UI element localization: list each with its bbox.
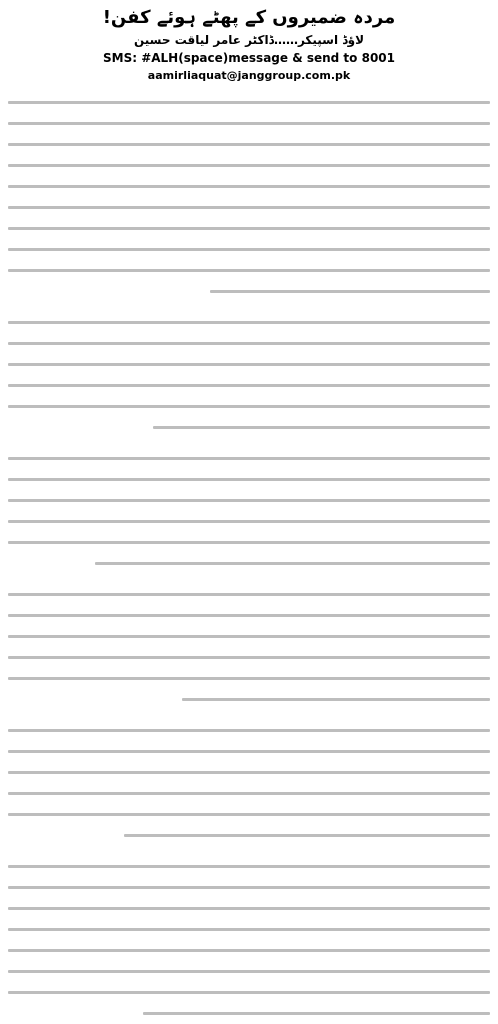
text-placeholder [210, 290, 490, 293]
column-byline: لاؤڈ اسپیکر……ڈاکٹر عامر لیاقت حسین [133, 33, 365, 47]
text-placeholder [8, 886, 490, 889]
text-placeholder [8, 227, 490, 230]
body-text-line [8, 741, 490, 762]
text-placeholder [8, 991, 490, 994]
text-placeholder [8, 541, 490, 544]
text-placeholder [8, 164, 490, 167]
text-placeholder [8, 478, 490, 481]
body-text-line [8, 92, 490, 113]
text-placeholder [8, 384, 490, 387]
body-text-line [8, 260, 490, 281]
body-text-line [8, 940, 490, 961]
text-placeholder [8, 949, 490, 952]
body-text-line [8, 647, 490, 668]
body-text-line [8, 239, 490, 260]
body-text-line [8, 176, 490, 197]
text-placeholder [8, 185, 490, 188]
text-placeholder [8, 729, 490, 732]
body-text-line [8, 919, 490, 940]
body-text-line [8, 877, 490, 898]
body-text-line [8, 982, 490, 1003]
body-text-line [8, 804, 490, 825]
text-placeholder [8, 269, 490, 272]
body-text-line [8, 783, 490, 804]
text-placeholder [153, 426, 490, 429]
body-text-line [8, 469, 490, 490]
text-placeholder [8, 499, 490, 502]
article-body [8, 92, 490, 1024]
body-text-line [8, 668, 490, 689]
paragraph-gap [8, 574, 490, 584]
article-headline: مردہ ضمیروں کے پھٹے ہوئے کفن! [102, 7, 396, 28]
body-text-line [8, 333, 490, 354]
text-placeholder [182, 698, 490, 701]
body-text-line [8, 720, 490, 741]
text-placeholder [8, 907, 490, 910]
author-email: aamirliaquat@janggroup.com.pk [147, 69, 351, 82]
body-text-line [8, 825, 490, 846]
body-text-line [8, 396, 490, 417]
text-placeholder [8, 813, 490, 816]
text-placeholder [95, 562, 490, 565]
paragraph-gap [8, 438, 490, 448]
body-text-line [8, 375, 490, 396]
body-text-line [8, 605, 490, 626]
body-text-line [8, 113, 490, 134]
text-placeholder [8, 405, 490, 408]
text-placeholder [8, 656, 490, 659]
body-text-line [8, 197, 490, 218]
text-placeholder [8, 865, 490, 868]
text-placeholder [8, 614, 490, 617]
body-text-line [8, 626, 490, 647]
text-placeholder [143, 1012, 490, 1015]
body-text-line [8, 281, 490, 302]
body-text-line [8, 417, 490, 438]
body-text-line [8, 312, 490, 333]
paragraph-gap [8, 846, 490, 856]
sms-instruction: SMS: #ALH(space)message & send to 8001 [102, 51, 395, 65]
text-placeholder [8, 928, 490, 931]
text-placeholder [8, 342, 490, 345]
body-text-line [8, 218, 490, 239]
text-placeholder [8, 363, 490, 366]
text-placeholder [8, 101, 490, 104]
text-placeholder [8, 970, 490, 973]
text-placeholder [8, 457, 490, 460]
body-text-line [8, 490, 490, 511]
body-text-line [8, 553, 490, 574]
text-placeholder [8, 593, 490, 596]
body-text-line [8, 1003, 490, 1024]
body-text-line [8, 898, 490, 919]
text-placeholder [8, 248, 490, 251]
text-placeholder [8, 635, 490, 638]
body-text-line [8, 961, 490, 982]
body-text-line [8, 856, 490, 877]
body-text-line [8, 762, 490, 783]
paragraph-gap [8, 302, 490, 312]
text-placeholder [8, 792, 490, 795]
text-placeholder [124, 834, 490, 837]
text-placeholder [8, 750, 490, 753]
body-text-line [8, 155, 490, 176]
text-placeholder [8, 771, 490, 774]
text-placeholder [8, 143, 490, 146]
body-text-line [8, 511, 490, 532]
body-text-line [8, 134, 490, 155]
text-placeholder [8, 520, 490, 523]
body-text-line [8, 448, 490, 469]
body-text-line [8, 584, 490, 605]
text-placeholder [8, 321, 490, 324]
text-placeholder [8, 677, 490, 680]
text-placeholder [8, 206, 490, 209]
text-placeholder [8, 122, 490, 125]
body-text-line [8, 689, 490, 710]
paragraph-gap [8, 710, 490, 720]
body-text-line [8, 354, 490, 375]
body-text-line [8, 532, 490, 553]
